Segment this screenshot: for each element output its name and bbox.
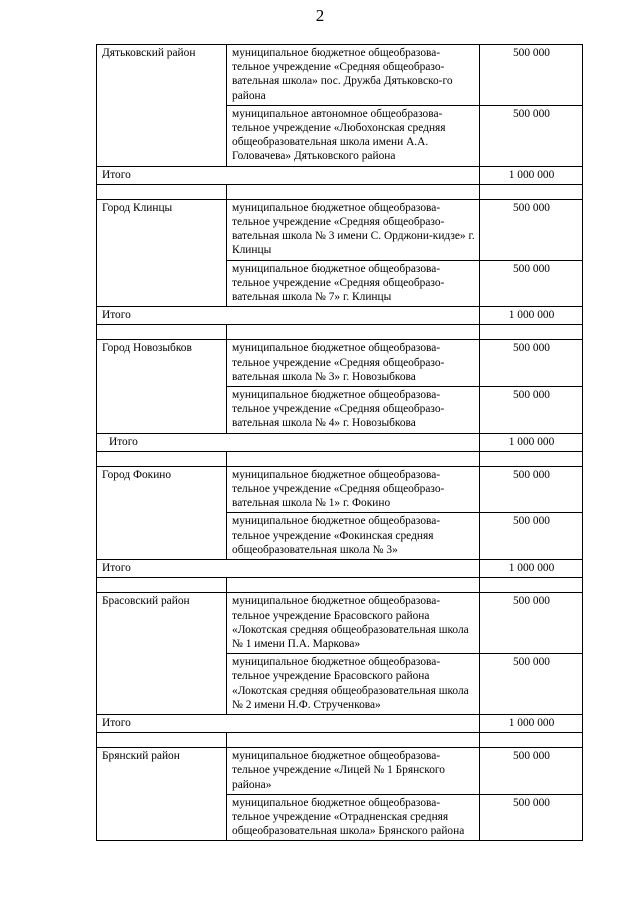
amount-value: 500 000 bbox=[480, 654, 583, 715]
page-number: 2 bbox=[315, 6, 325, 25]
district-name: Брасовский район bbox=[97, 593, 227, 715]
table-row bbox=[97, 466, 583, 513]
institution-name: муниципальное бюджетное общеобразова-тельное учреждение «Отрадненская средняя общеобразовательная школа» Брянского района bbox=[227, 794, 480, 841]
amount-value: 500 000 bbox=[480, 260, 583, 307]
institution-name: муниципальное бюджетное общеобразова-тельное учреждение «Средняя общеобразо-вательная школа № 1» г. Фокино bbox=[227, 466, 480, 513]
total-row bbox=[97, 307, 583, 325]
table-row bbox=[97, 45, 583, 106]
amount-value: 500 000 bbox=[480, 340, 583, 387]
amount-value: 500 000 bbox=[480, 387, 583, 434]
total-label: Итого bbox=[97, 433, 480, 451]
total-amount: 1 000 000 bbox=[480, 307, 583, 325]
institution-name: муниципальное бюджетное общеобразова-тельное учреждение Брасовского района «Локотская средняя общеобразовательная школа № 1 имени П.А. Маркова» bbox=[227, 593, 480, 654]
amount-value: 500 000 bbox=[480, 513, 583, 560]
total-amount: 1 000 000 bbox=[480, 560, 583, 578]
district-name: Брянский район bbox=[97, 748, 227, 841]
total-label: Итого bbox=[97, 714, 480, 732]
total-amount: 1 000 000 bbox=[480, 433, 583, 451]
amount-value: 500 000 bbox=[480, 199, 583, 260]
amount-value: 500 000 bbox=[480, 466, 583, 513]
total-amount: 1 000 000 bbox=[480, 714, 583, 732]
institution-name: муниципальное бюджетное общеобразова-тельное учреждение «Фокинская средняя общеобразовательная школа № 3» bbox=[227, 513, 480, 560]
total-row bbox=[97, 714, 583, 732]
institution-name: муниципальное бюджетное общеобразова-тельное учреждение «Средняя общеобразо-вательная школа № 3 имени С. Орджони-кидзе» г. Клинцы bbox=[227, 199, 480, 260]
district-name: Дятьковский район bbox=[97, 45, 227, 167]
total-row bbox=[97, 166, 583, 184]
spacer-row bbox=[97, 451, 583, 466]
total-row bbox=[97, 560, 583, 578]
institution-name: муниципальное бюджетное общеобразова-тельное учреждение «Лицей № 1 Брянского района» bbox=[227, 748, 480, 795]
table-row bbox=[97, 593, 583, 654]
institution-name: муниципальное бюджетное общеобразова-тельное учреждение «Средняя общеобразо-вательная школа № 7» г. Клинцы bbox=[227, 260, 480, 307]
amount-value: 500 000 bbox=[480, 105, 583, 166]
amount-value: 500 000 bbox=[480, 45, 583, 106]
spacer-row bbox=[97, 325, 583, 340]
amount-value: 500 000 bbox=[480, 593, 583, 654]
table-row bbox=[97, 199, 583, 260]
funding-table bbox=[96, 44, 583, 841]
district-name: Город Новозыбков bbox=[97, 340, 227, 433]
spacer-row bbox=[97, 733, 583, 748]
institution-name: муниципальное бюджетное общеобразова-тельное учреждение «Средняя общеобразо-вательная школа № 3» г. Новозыбкова bbox=[227, 340, 480, 387]
total-label: Итого bbox=[97, 166, 480, 184]
spacer-row bbox=[97, 578, 583, 593]
total-row bbox=[97, 433, 583, 451]
total-amount: 1 000 000 bbox=[480, 166, 583, 184]
spacer-row bbox=[97, 184, 583, 199]
district-name: Город Фокино bbox=[97, 466, 227, 559]
table-row bbox=[97, 748, 583, 795]
institution-name: муниципальное автономное общеобразова-тельное учреждение «Любохонская средняя общеобразовательная школа имени А.А. Головачева» Дятьковского района bbox=[227, 105, 480, 166]
amount-value: 500 000 bbox=[480, 794, 583, 841]
total-label: Итого bbox=[97, 560, 480, 578]
district-name: Город Клинцы bbox=[97, 199, 227, 306]
total-label: Итого bbox=[97, 307, 480, 325]
institution-name: муниципальное бюджетное общеобразова-тельное учреждение «Средняя общеобразо-вательная школа» пос. Дружба Дятьковско-го района bbox=[227, 45, 480, 106]
institution-name: муниципальное бюджетное общеобразова-тельное учреждение Брасовского района «Локотская средняя общеобразовательная школа № 2 имени Н.Ф. Струченкова» bbox=[227, 654, 480, 715]
institution-name: муниципальное бюджетное общеобразова-тельное учреждение «Средняя общеобразо-вательная школа № 4» г. Новозыбкова bbox=[227, 387, 480, 434]
amount-value: 500 000 bbox=[480, 748, 583, 795]
table-row bbox=[97, 340, 583, 387]
